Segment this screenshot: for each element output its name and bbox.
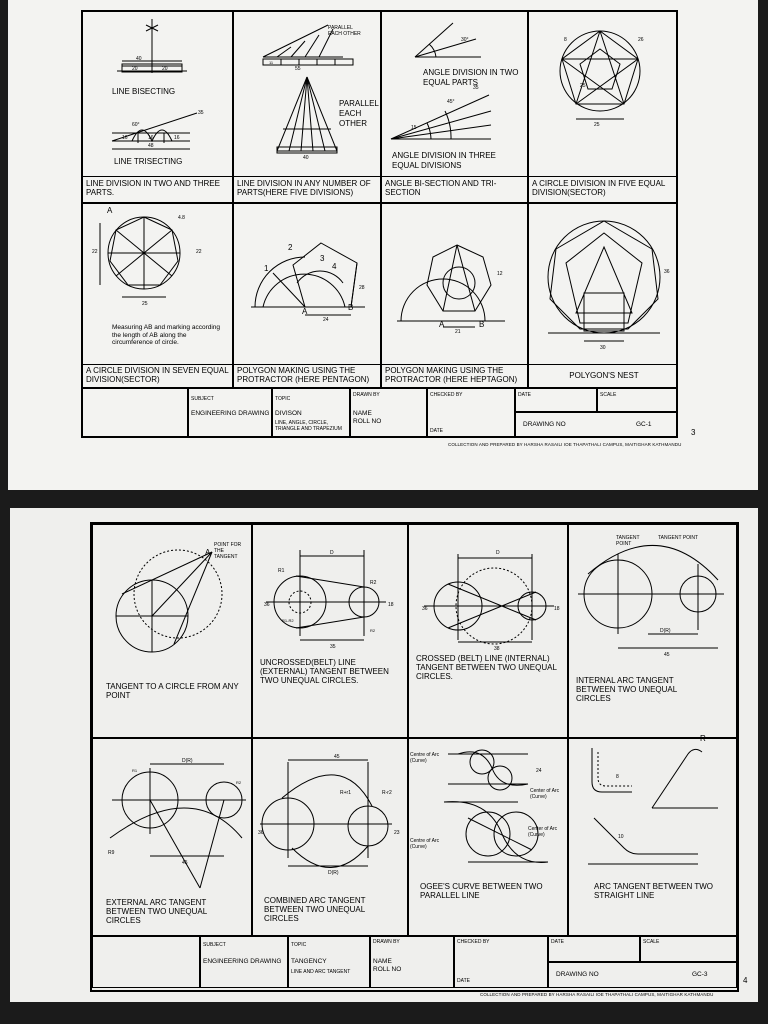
dim-20b: 20 [162, 66, 168, 72]
label-angle-three-parts: ANGLE DIVISION IN THREE EQUAL DIVISIONS [392, 151, 496, 170]
dim-16c: 16 [174, 135, 180, 141]
caption-circle-five: A CIRCLE DIVISION IN FIVE EQUAL DIVISION(SECTOR) [532, 179, 666, 197]
label-line-bisecting: LINE BISECTING [112, 87, 176, 96]
dim-30: 30° [461, 37, 469, 43]
dim-8-b: 8 [616, 774, 619, 780]
tb2-topic-sub: LINE AND ARC TANGENT [291, 969, 351, 975]
dim-Rr2: R-r2 [382, 790, 392, 796]
tb-name: NAME [353, 410, 372, 417]
caption-circle-seven: A CIRCLE DIVISION IN SEVEN EQUAL DIVISION(SECTOR) [86, 366, 229, 384]
dim-DR-c: D(R) [328, 870, 339, 876]
dim-r1r2: R1-R2 [282, 618, 294, 623]
dim-35: 35 [198, 110, 204, 116]
dim-60: 60° [132, 122, 140, 128]
ia-label-tp2: TANGENT POINT [658, 535, 699, 541]
tb-roll: ROLL NO [353, 418, 382, 425]
dim-R2: R2 [370, 580, 377, 586]
dim-35-c: 35 [330, 644, 336, 650]
caption-angle: ANGLE BI-SECTION AND TRI-SECTION [385, 179, 497, 197]
dim-45-d: 45 [334, 754, 340, 760]
pent-label-4: 4 [332, 262, 337, 271]
dim-40-b: 40 [303, 155, 309, 161]
dim-45-c: 45 [182, 860, 188, 866]
circle-seven-drawing [82, 203, 233, 323]
tb-scale-label: SCALE [600, 392, 617, 398]
caption-ogee: OGEE'S CURVE BETWEEN TWO PARALLEL LINE [420, 882, 543, 900]
dim-15: 15 [411, 125, 417, 131]
label-point-a: A [107, 206, 113, 215]
tb2-topic-value: TANGENCY [291, 958, 327, 965]
dim-25b: 25 [580, 83, 586, 89]
note-measuring-ab: Measuring AB and marking according the length of AB along the circumference of circle. [112, 324, 221, 346]
tb2-logo-box [92, 936, 200, 988]
dim-24: 24 [323, 317, 329, 323]
crossed-belt-drawing [408, 524, 568, 654]
tb2-checked-label: CHECKED BY [457, 939, 490, 945]
dim-R9: R9 [108, 850, 115, 856]
dim-Rr1: R+r1 [340, 790, 351, 796]
uncrossed-belt-drawing [252, 524, 408, 654]
tb-drawingno-value: GC-1 [636, 421, 652, 428]
caption-combined-arc: COMBINED ARC TANGENT BETWEEN TWO UNEQUAL CIRCLES [264, 896, 366, 923]
drawing-sheet-gc1 [8, 0, 758, 490]
pent-label-3: 3 [320, 254, 325, 263]
caption-uncrossed: UNCROSSED(BELT) LINE (EXTERNAL) TANGENT BETWEEN TWO UNEQUAL CIRCLES. [260, 658, 389, 685]
caption-line-division: LINE DIVISION IN TWO AND THREE PARTS. [86, 179, 220, 197]
dim-48: 48 [148, 143, 154, 149]
caption-external-arc: EXTERNAL ARC TANGENT BETWEEN TWO UNEQUAL CIRCLES [106, 898, 207, 925]
dim-45-b: 45 [664, 652, 670, 658]
pent-label-1: 1 [264, 264, 269, 273]
dim-30-b: 30 [600, 345, 606, 351]
tb-topic-value: DIVISON [275, 410, 302, 417]
dim-r2b: R2 [370, 628, 376, 633]
dim-D: D [330, 550, 334, 556]
dim-36-d: 36 [258, 830, 264, 836]
tb2-date-label: DATE [551, 939, 564, 945]
dim-16a: 16 [122, 135, 128, 141]
dim-18: 18 [388, 602, 394, 608]
dim-36-c: 36 [422, 606, 428, 612]
caption-internal-arc: INTERNAL ARC TANGENT BETWEEN TWO UNEQUAL CIRCLES [576, 676, 677, 703]
dim-28: 28 [359, 285, 365, 291]
combined-arc-drawing [252, 738, 408, 898]
tb2-topic-label: TOPIC [291, 942, 307, 948]
caption-tangent-point: TANGENT TO A CIRCLE FROM ANY POINT [106, 682, 239, 700]
dim-55: 55 [295, 66, 301, 72]
page-number-2: 4 [743, 976, 748, 985]
tb-subject-value: ENGINEERING DRAWING [191, 410, 270, 417]
pent-label-b: B [348, 303, 354, 312]
dim-20a: 20 [132, 66, 138, 72]
arc-label-r: R [700, 734, 706, 743]
dim-22: 22 [92, 249, 98, 255]
hept-label-a: A [439, 320, 445, 329]
dim-36: 36 [664, 269, 670, 275]
dim-22b: 22 [196, 249, 202, 255]
dim-25: 25 [594, 122, 600, 128]
dim-10: 10 [618, 834, 624, 840]
dim-R1: R1 [278, 568, 285, 574]
arc-lines-drawing [568, 738, 737, 878]
tb-subject-label: SUBJECT [191, 396, 214, 402]
tb2-drawn-label: DRAWN BY [373, 939, 400, 945]
dim-38: 38 [494, 646, 500, 652]
dim-R2-b: R2 [236, 780, 242, 785]
page-number: 3 [691, 428, 696, 437]
tb-date-label2: DATE [430, 428, 443, 434]
tb-drawingno-label: DRAWING NO [523, 421, 566, 428]
tb-drawn-label: DRAWN BY [353, 392, 380, 398]
dim-18-b: 18 [554, 606, 560, 612]
tb2-drawingno-label: DRAWING NO [556, 971, 599, 978]
heptagon-drawing [381, 203, 528, 363]
tb2-subject-value: ENGINEERING DRAWING [203, 958, 282, 965]
ogee-center-4: Center of Arc (Curve) [528, 826, 558, 838]
ia-label-tp: TANGENT POINT [616, 535, 640, 547]
footer-credit: COLLECTION AND PREPARED BY HARSHA RASAILI IOE THAPATHALI CAMPUS, MAITIGHAR KATHMANDU [448, 442, 682, 447]
dim-4-8: 4.8 [178, 215, 185, 221]
tb-logo-box [82, 388, 188, 437]
circle-five-drawing [528, 11, 677, 176]
dim-D-b: D [496, 550, 500, 556]
tb2-scale-label: SCALE [643, 939, 660, 945]
external-arc-drawing [92, 738, 252, 898]
tp-label-point: POINT FOR THE TANGENT [214, 542, 242, 560]
caption-heptagon: POLYGON MAKING USING THE PROTRACTOR (HERE HEPTAGON) [385, 366, 518, 384]
caption-pentagon: POLYGON MAKING USING THE PROTRACTOR (HERE PENTAGON) [237, 366, 370, 384]
caption-arc-lines: ARC TANGENT BETWEEN TWO STRAIGHT LINE [594, 882, 713, 900]
dim-45: 45° [447, 99, 455, 105]
tb2-name: NAME [373, 958, 392, 965]
dim-21: 21 [455, 329, 461, 335]
dim-36-b: 36 [264, 602, 270, 608]
dim-11: 11 [269, 60, 274, 65]
drawing-sheet-gc3 [10, 508, 758, 1002]
dim-12: 12 [497, 271, 503, 277]
dim-8: 8 [564, 37, 567, 43]
dim-DR: D(R) [660, 628, 671, 634]
dim-35-b: 35 [473, 85, 479, 91]
caption-line-any-parts: LINE DIVISION IN ANY NUMBER OF PARTS(HERE FIVE DIVISIONS) [237, 179, 371, 197]
tb2-drawingno-value: GC-3 [692, 971, 708, 978]
dim-23: 23 [394, 830, 400, 836]
ogee-center-2: Center of Arc (Curve) [530, 788, 560, 800]
tb2-subject-label: SUBJECT [203, 942, 226, 948]
dim-40: 40 [136, 56, 142, 62]
polygon-nest-drawing [528, 203, 677, 363]
tb-checked-label: CHECKED BY [430, 392, 463, 398]
label-line-trisecting: LINE TRISECTING [114, 157, 183, 166]
label-parallel-each-other: PARALLEL EACH OTHER [339, 99, 379, 128]
tb-topic-sub: LINE, ANGLE, CIRCLE, TRIANGLE AND TRAPEZIUM [275, 420, 342, 432]
tp-label-a: A [205, 548, 211, 557]
dim-R1-b: R1 [132, 768, 138, 773]
tb2-date-label2: DATE [457, 978, 470, 984]
pent-label-a: A [302, 307, 308, 316]
hept-label-b: B [479, 320, 485, 329]
tb2-roll: ROLL NO [373, 966, 402, 973]
label-angle-two-parts: ANGLE DIVISION IN TWO EQUAL PARTS [423, 68, 519, 87]
ogee-center-1: Centre of Arc (Curve) [410, 752, 440, 764]
dim-24: 24 [536, 768, 542, 774]
footer-credit-2: COLLECTION AND PREPARED BY HARSHA RASAILI IOE THAPATHALI CAMPUS, MAITIGHAR KATHMANDU [480, 992, 714, 997]
tb-date-label: DATE [518, 392, 531, 398]
pentagon-drawing [233, 203, 381, 363]
dim-25-c: 25 [142, 301, 148, 307]
dim-26: 26 [638, 37, 644, 43]
dim-DR-b: D(R) [182, 758, 193, 764]
ogee-center-3: Centre of Arc (Curve) [410, 838, 440, 850]
dim-16b: 16 [148, 135, 154, 141]
caption-polygon-nest: POLYGON'S NEST [569, 371, 639, 380]
caption-crossed: CROSSED (BELT) LINE (INTERNAL) TANGENT BETWEEN TWO UNEQUAL CIRCLES. [416, 654, 557, 681]
label-parallel-small: PARALLEL EACH OTHER [328, 25, 361, 37]
tb-topic-label: TOPIC [275, 396, 291, 402]
pent-label-2: 2 [288, 243, 293, 252]
